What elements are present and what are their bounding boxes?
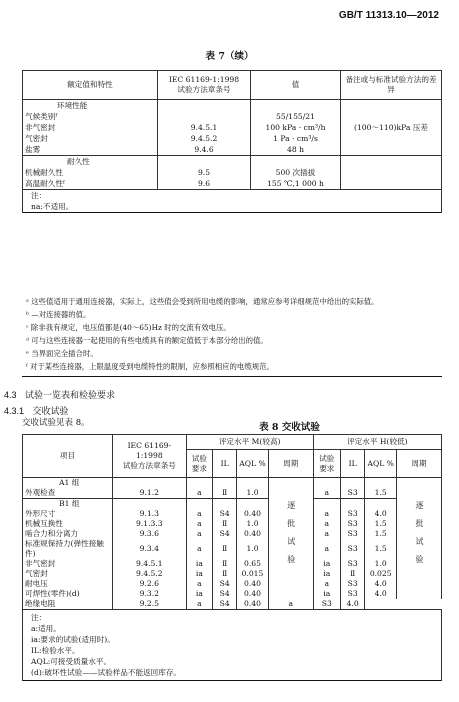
table8 [22,434,442,681]
t8-cell: 9.4.5.2 [113,569,187,579]
t8-cell: S4 [213,589,237,599]
t8-header-test-req: 试验要求 [186,450,213,478]
t8-header-period: 周期 [396,450,441,478]
t7-cell: 9.4.6 [158,144,251,156]
t8-cell: Ⅱ [213,569,237,579]
t8-cell: 0.40 [237,529,268,539]
t8-header-aql: AQL % [237,450,268,478]
t8-cell: 可焊性(零件)(d) [23,589,113,599]
t8-cell: S3 [340,509,365,519]
footnote: ᵃ 这些值适用于通用连接器，实际上，这些值会受到所用电缆的影响，通常应参考详细规范中给出的实际值。 [26,297,379,306]
t7-header-value: 值 [251,71,341,100]
t8-cell: 9.1.2 [113,488,187,499]
footnote: ᵉ 当界面完全插合时。 [26,349,98,358]
t8-cell: 1.5 [365,529,396,539]
t8-cell: 机械互换性 [23,519,113,529]
t8-header-il: IL [213,450,237,478]
t8-cell: 0.40 [237,599,268,610]
t8-cell: 0.40 [237,509,268,519]
t8-cell: 0.40 [237,579,268,589]
t7-cell: 100 kPa · cm³/h [251,122,341,133]
t7-cell: 机械耐久性 [23,167,158,178]
t8-cell: 外形尺寸 [23,509,113,519]
t8-cell: a [186,519,213,529]
t8-cell: S3 [340,488,365,499]
t8-header-test-req: 试验要求 [313,450,340,478]
standard-number: GB/T 11313.10—2012 [338,10,439,21]
t8-cell: a [186,529,213,539]
t8-cell: 1.0 [237,519,268,529]
t7-cell [158,111,251,122]
t8-note: a:适用。 [31,624,61,633]
t7-cell: 气候类别ᶠ [23,111,158,122]
t8-note: 注： [31,613,47,622]
t8-cell: 9.1.3.3 [113,519,187,529]
t7-header-remarks: 备注或与标准试验方法的差异 [341,71,442,100]
footnote: ᶠ 对于某些连接器，上限温度受到电缆特性的限制，应参照相应的电缆规范。 [26,362,274,371]
t7-cell: 9.4.5.2 [158,133,251,144]
t8-cell: 标准规保持力(弹性接触件) [23,539,113,559]
t7-header-iec: IEC 61169-1:1998 试验方法章条号 [158,71,251,100]
t7-note-label: 注： [31,191,47,200]
section-number: 4.3.1 [4,406,25,416]
t8-cell: 外观检查 [23,488,113,499]
t8-cell: 绝缘电阻 [23,599,113,610]
footnote: ᶜ 除非我有规定，电压值都是(40～65)Hz 时的交流有效电压。 [26,323,231,332]
t8-header-period: 周期 [268,450,313,478]
t7-cell: 9.4.5.1 [158,122,251,133]
t8-header-item: 项目 [23,435,113,478]
t7-cell [341,167,442,178]
t8-cell: 1.5 [365,539,396,559]
t8-cell: 1.5 [365,488,396,499]
t7-cell [341,178,442,190]
t8-cell: S3 [340,559,365,569]
t8-cell: 1.0 [237,488,268,499]
t8-cell: 气密封 [23,569,113,579]
t7-cell: 9.5 [158,167,251,178]
t8-cell: a [313,519,340,529]
t7-cell: (100～110)kPa 压差 [341,122,442,133]
t8-cell: 0.025 [365,569,396,579]
t8-cell: Ⅱ [340,569,365,579]
t8-cell: 非气密封 [23,559,113,569]
t8-cell: 4.0 [365,589,396,599]
t7-cell [341,111,442,122]
t8-cell: Ⅱ [213,539,237,559]
t8-cell: 4.0 [365,509,396,519]
t8-cell: 1.0 [365,559,396,569]
t7-cell: 500 次插拔 [251,167,341,178]
t8-cell: ia [186,589,213,599]
t8-header-level-h: 评定水平 H(较低) [313,435,441,450]
t7-note-na: na:不适用。 [31,202,74,211]
section-title: 交收试验 [32,406,69,416]
t8-cell: 1.0 [237,539,268,559]
t7-cell: 48 h [251,144,341,156]
t8-cell: S4 [213,579,237,589]
t8-cell: 啮合力和分离力 [23,529,113,539]
t8-cell: S4 [213,509,237,519]
t8-notes [23,610,442,681]
t8-cell: ia [186,569,213,579]
t8-cell: S3 [340,589,365,599]
t7-cell: 1 Pa · cm³/s [251,133,341,144]
t8-cell: 4.0 [340,599,365,610]
t8-period-m: 逐批试验 [268,478,313,600]
t8-cell: S3 [340,519,365,529]
t8-note: ia:要求的试验(适用时)。 [31,635,115,644]
t8-cell: 9.3.2 [113,589,187,599]
table7-footnotes [26,295,446,373]
t7-cell: 9.6 [158,178,251,190]
t7-section-title: 环境性能 [23,100,158,112]
t8-cell: 耐电压 [23,579,113,589]
t8-cell: 1.5 [365,519,396,529]
t8-header-level-m: 评定水平 M(较高) [186,435,313,450]
t8-cell: a [313,579,340,589]
t8-cell: ia [313,589,340,599]
t8-cell: S3 [313,599,340,610]
table7 [22,70,442,213]
footnote-rule [22,376,442,377]
t7-cell: 55/155/21 [251,111,341,122]
t8-note: (d):破坏性试验——试验样品不能返回库存。 [31,668,182,677]
section-4-3-heading [4,388,115,401]
t8-cell: a [313,529,340,539]
t8-cell: S4 [213,529,237,539]
t8-cell: ia [313,559,340,569]
t8-cell: 4.0 [365,579,396,589]
t7-section-title: 耐久性 [23,156,158,168]
t8-cell: 9.4.5.1 [113,559,187,569]
t8-cell: 0.65 [237,559,268,569]
t7-cell [341,144,442,156]
t8-cell: a [313,488,340,499]
body-text: 交收试验见表 8。 [22,418,90,428]
section-title: 试验一览表和检验要求 [25,390,116,400]
t8-cell: a [186,539,213,559]
t8-cell: 9.2.6 [113,579,187,589]
t8-cell: 9.3.4 [113,539,187,559]
t8-cell: S3 [340,579,365,589]
section-number: 4.3 [4,390,17,400]
t8-cell: a [313,539,340,559]
t8-period-h: 逐批试验 [396,478,441,600]
t8-cell: Ⅱ [213,559,237,569]
t8-cell: 0.40 [237,589,268,599]
table8-caption: 表 8 交收试验 [259,422,320,433]
t7-cell: 气密封 [23,133,158,144]
t8-cell: a [186,599,213,610]
t8-cell: 9.3.6 [113,529,187,539]
t8-cell: a [268,599,313,610]
t7-cell: 高温耐久性ᶠ [23,178,158,190]
t8-cell: S3 [340,529,365,539]
t8-cell: ia [313,569,340,579]
t7-cell [341,133,442,144]
t7-cell: 盐雾 [23,144,158,156]
t7-cell: 155 ℃,1 000 h [251,178,341,190]
t8-cell: Ⅱ [213,519,237,529]
table7-caption: 表 7（续） [205,51,254,62]
t8-cell: ia [186,559,213,569]
t8-header-aql: AQL % [365,450,396,478]
t7-cell: 非气密封 [23,122,158,133]
t8-cell: Ⅱ [213,488,237,499]
t8-header-il: IL [340,450,365,478]
t8-group-title: A1 组 [23,478,113,489]
t8-cell: 0.015 [237,569,268,579]
t8-cell: a [186,488,213,499]
footnote: ᵈ 可与这些连接器一起使用的有些电缆具有的额定值低于本部分给出的值。 [26,336,268,345]
t8-note: IL:检验水平。 [31,646,80,655]
t8-cell: a [313,509,340,519]
t8-cell: 9.1.3 [113,509,187,519]
t8-group-title: B1 组 [23,499,113,510]
footnote: ᵇ —对连接器的值。 [26,310,91,319]
t8-cell: 9.2.5 [113,599,187,610]
t7-header-rating: 额定值和特性 [23,71,158,100]
t8-header-iec: IEC 61169-1:1998 试验方法章条号 [113,435,187,478]
t8-cell: a [186,579,213,589]
t8-cell: S3 [340,539,365,559]
t8-cell: S4 [213,599,237,610]
t8-note: AQL:可接受质量水平。 [31,657,112,666]
t8-cell: a [186,509,213,519]
